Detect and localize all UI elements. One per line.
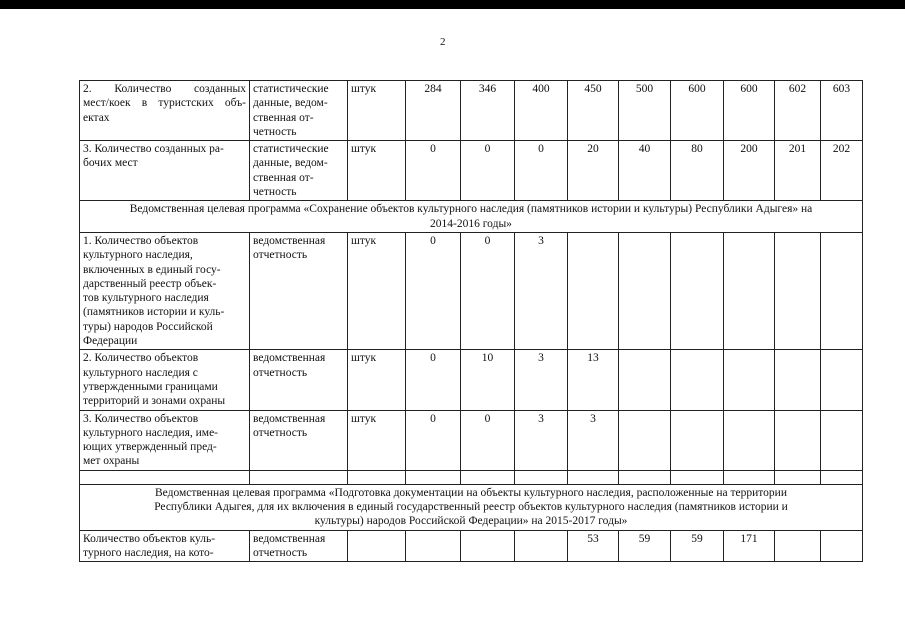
value-cell: 284 bbox=[406, 81, 461, 141]
value-cell: 0 bbox=[406, 141, 461, 201]
program-header-row bbox=[80, 201, 863, 233]
value-cell bbox=[619, 232, 671, 349]
source-cell: ведомственная отчетность bbox=[250, 232, 348, 349]
value-cell: 0 bbox=[406, 350, 461, 410]
scan-top-border bbox=[0, 0, 905, 9]
unit-cell: штук bbox=[348, 350, 406, 410]
value-cell: 40 bbox=[619, 141, 671, 201]
value-cell: 200 bbox=[724, 141, 775, 201]
value-cell bbox=[775, 232, 821, 349]
source-cell: статистические данные, ведом- ственная от- четность bbox=[250, 81, 348, 141]
value-cell: 59 bbox=[671, 530, 724, 562]
value-cell: 0 bbox=[461, 410, 515, 470]
unit-cell: штук bbox=[348, 81, 406, 141]
unit-cell: штук bbox=[348, 232, 406, 349]
program-header-row bbox=[80, 484, 863, 530]
value-cell: 10 bbox=[461, 350, 515, 410]
value-cell: 13 bbox=[568, 350, 619, 410]
value-cell: 603 bbox=[821, 81, 863, 141]
table-row bbox=[80, 530, 863, 562]
value-cell bbox=[461, 530, 515, 562]
value-cell: 346 bbox=[461, 81, 515, 141]
value-cell: 171 bbox=[724, 530, 775, 562]
value-cell: 600 bbox=[671, 81, 724, 141]
value-cell bbox=[515, 530, 568, 562]
value-cell: 59 bbox=[619, 530, 671, 562]
source-cell: ведомственная отчетность bbox=[250, 410, 348, 470]
source-cell: статистические данные, ведом- ственная от- четность bbox=[250, 141, 348, 201]
value-cell bbox=[724, 232, 775, 349]
value-cell bbox=[724, 350, 775, 410]
value-cell: 400 bbox=[515, 81, 568, 141]
unit-cell bbox=[348, 530, 406, 562]
indicator-cell: 3. Количество созданных ра- бочих мест bbox=[80, 141, 250, 201]
value-cell: 202 bbox=[821, 141, 863, 201]
value-cell bbox=[775, 350, 821, 410]
program-title: Ведомственная целевая программа «Подготовка документации на объекты культурного наследия, расположенные на территории Республики Адыгея, для их включения в единый государственный реестр объектов культурного наследия (памятников истории и культуры) народов Российской Федерации» на 2015-2017 годы» bbox=[80, 484, 863, 530]
value-cell: 3 bbox=[515, 350, 568, 410]
table-row bbox=[80, 141, 863, 201]
empty-row bbox=[80, 470, 863, 484]
value-cell bbox=[775, 530, 821, 562]
page-number: 2 bbox=[440, 36, 446, 48]
value-cell bbox=[568, 232, 619, 349]
value-cell bbox=[821, 410, 863, 470]
table-row bbox=[80, 81, 863, 141]
unit-cell: штук bbox=[348, 410, 406, 470]
value-cell: 0 bbox=[406, 410, 461, 470]
value-cell bbox=[821, 530, 863, 562]
indicator-cell: 3. Количество объектов культурного наследия, име- ющих утвержденный пред- мет охраны bbox=[80, 410, 250, 470]
indicator-cell: 2. Количество объектов культурного наследия с утвержденными границами территорий и зонами охраны bbox=[80, 350, 250, 410]
table-row bbox=[80, 232, 863, 349]
source-cell: ведомственная отчетность bbox=[250, 350, 348, 410]
value-cell bbox=[671, 410, 724, 470]
value-cell bbox=[619, 410, 671, 470]
indicators-table bbox=[79, 80, 863, 562]
value-cell: 3 bbox=[568, 410, 619, 470]
value-cell: 0 bbox=[406, 232, 461, 349]
value-cell: 0 bbox=[461, 232, 515, 349]
indicator-cell: Количество объектов куль- турного наследия, на кото- bbox=[80, 530, 250, 562]
source-cell: ведомственная отчетность bbox=[250, 530, 348, 562]
value-cell bbox=[724, 410, 775, 470]
value-cell bbox=[671, 232, 724, 349]
value-cell: 53 bbox=[568, 530, 619, 562]
program-title: Ведомственная целевая программа «Сохранение объектов культурного наследия (памятников истории и культуры) Республики Адыгея» на 2014-2016 годы» bbox=[80, 201, 863, 233]
value-cell: 0 bbox=[515, 141, 568, 201]
value-cell bbox=[619, 350, 671, 410]
indicator-cell: 2. Количество созданных мест/коек в туристских объ- ектах bbox=[80, 81, 250, 141]
indicator-cell: 1. Количество объектов культурного наследия, включенных в единый госу- дарственный реестр объек- тов культурного наследия (памятников истории и куль- туры) народов Российской Федерации bbox=[80, 232, 250, 349]
value-cell: 201 bbox=[775, 141, 821, 201]
table-row bbox=[80, 350, 863, 410]
value-cell bbox=[775, 410, 821, 470]
value-cell: 20 bbox=[568, 141, 619, 201]
value-cell bbox=[406, 530, 461, 562]
value-cell: 500 bbox=[619, 81, 671, 141]
unit-cell: штук bbox=[348, 141, 406, 201]
value-cell: 600 bbox=[724, 81, 775, 141]
value-cell: 3 bbox=[515, 232, 568, 349]
value-cell bbox=[671, 350, 724, 410]
value-cell: 602 bbox=[775, 81, 821, 141]
value-cell: 80 bbox=[671, 141, 724, 201]
value-cell: 3 bbox=[515, 410, 568, 470]
value-cell: 450 bbox=[568, 81, 619, 141]
value-cell bbox=[821, 350, 863, 410]
value-cell: 0 bbox=[461, 141, 515, 201]
table-row bbox=[80, 410, 863, 470]
value-cell bbox=[821, 232, 863, 349]
